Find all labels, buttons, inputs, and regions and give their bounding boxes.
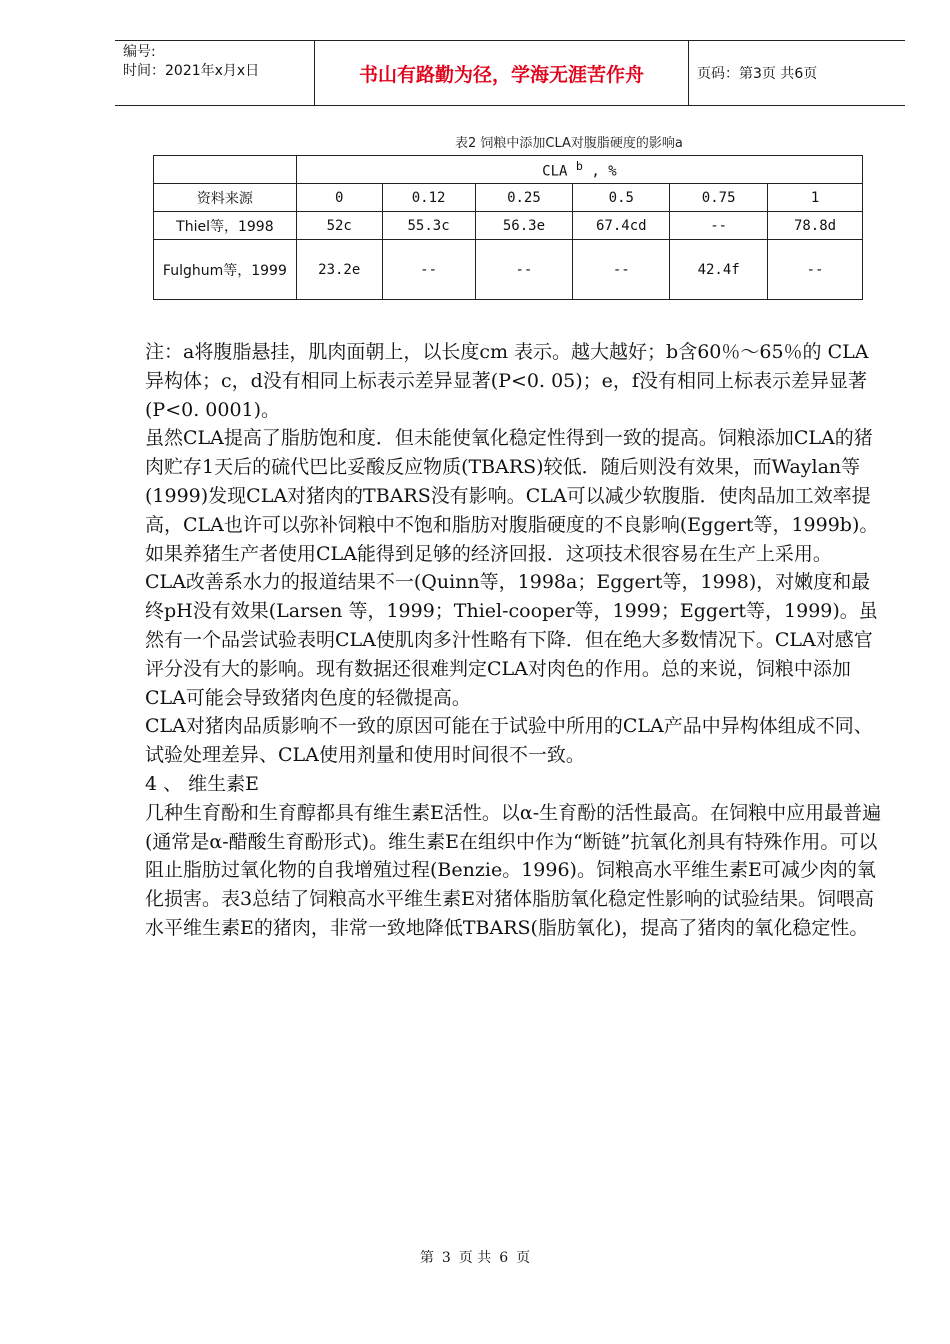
cla-sup: b — [575, 159, 583, 174]
table-corner-cell — [154, 156, 297, 184]
table-cell: 56.3e — [475, 212, 573, 240]
footer-middle: 页 共 — [458, 1250, 492, 1266]
table-cell: -- — [670, 212, 768, 240]
col-header-source: 资料来源 — [154, 184, 297, 212]
header-meta — [115, 41, 315, 105]
body-text — [145, 338, 885, 943]
table-cell: -- — [475, 240, 573, 300]
col-header: 0.25 — [475, 184, 573, 212]
section-heading: 4 、 维生素E — [145, 772, 260, 795]
table-group-header-row — [154, 156, 863, 184]
table-row — [154, 212, 863, 240]
footer-current-page: 3 — [441, 1250, 451, 1266]
table-cell: -- — [573, 240, 670, 300]
table-header-row — [154, 184, 863, 212]
table-cell: 78.8d — [768, 212, 863, 240]
table-cell: 42.4f — [670, 240, 768, 300]
time-label: 时间：2021年x月x日 — [123, 63, 260, 79]
paragraph: CLA改善系水力的报道结果不一(Quinn等，1998a；Eggert等，1998)，对嫩度和最终pH没有效果(Larsen 等，1999；Thiel-cooper等，1999；Eggert等，1999)。虽然有一个品尝试验表明CLA使肌肉多汁性略有下降．但在绝大多数情况下。CLA对感官评分没有大的影响。现有数据还很难判定CLA对肉色的作用。总的来说，饲粮中添加CLA可能会导致猪肉色度的轻微提高。 — [145, 571, 878, 709]
col-header: 0.12 — [382, 184, 475, 212]
footer-total-pages: 6 — [499, 1250, 509, 1266]
page-footer — [0, 1247, 950, 1267]
table-row — [154, 240, 863, 300]
paragraph: 虽然CLA提高了脂肪饱和度．但未能使氧化稳定性得到一致的提高。饲粮添加CLA的猪肉贮存1天后的硫代巴比妥酸反应物质(TBARS)较低．随后则没有效果，而Waylan等(1999)发现CLA对猪肉的TBARS没有影响。CLA可以减少软腹脂．使肉品加工效率提高，CLA也许可以弥补饲粮中不饱和脂肪对腹脂硬度的不良影响(Eggert等，1999b)。如果养猪生产者使用CLA能得到足够的经济回报．这项技术很容易在生产上采用。 — [145, 427, 879, 565]
cla-label: CLA — [542, 163, 568, 180]
row-source: Thiel等，1998 — [154, 212, 297, 240]
paragraph: CLA对猪肉品质影响不一致的原因可能在于试验中所用的CLA产品中异构体组成不同、试验处理差异、CLA使用剂量和使用时间很不一致。 — [145, 715, 873, 767]
page-header — [115, 40, 905, 106]
col-header: 0.75 — [670, 184, 768, 212]
table-cell: 55.3c — [382, 212, 475, 240]
table-cell: 67.4cd — [573, 212, 670, 240]
row-source: Fulghum等，1999 — [154, 240, 297, 300]
paragraph: 几种生育酚和生育醇都具有维生素E活性。以α-生育酚的活性最高。在饲粮中应用最普遍(通常是α-醋酸生育酚形式)。维生素E在组织中作为“断链”抗氧化剂具有特殊作用。可以阻止脂肪过氧化物的自我增殖过程(Benzie。1996)。饲粮高水平维生素E可减少肉的氧化损害。表3总结了饲粮高水平维生素E对猪体脂肪氧化稳定性影响的试验结果。饲喂高水平维生素E的猪肉，非常一致地降低TBARS(脂肪氧化)，提高了猪肉的氧化稳定性。 — [145, 801, 882, 939]
table-cell: -- — [382, 240, 475, 300]
header-page-info: 页码：第3页 共6页 — [697, 66, 818, 82]
footer-suffix: 页 — [516, 1250, 531, 1266]
col-header: 1 — [768, 184, 863, 212]
table-caption: 表2 饲粮中添加CLA对腹脂硬度的影响a — [455, 136, 683, 151]
table-cell: 23.2e — [296, 240, 382, 300]
header-motto: 书山有路勤为径，学海无涯苦作舟 — [315, 41, 689, 105]
col-header: 0 — [296, 184, 382, 212]
cla-table — [153, 155, 863, 300]
footer-prefix: 第 — [419, 1250, 434, 1266]
number-label: 编号: — [123, 44, 156, 60]
col-header: 0.5 — [573, 184, 670, 212]
cla-unit: , % — [591, 163, 617, 180]
table-cell: 52c — [296, 212, 382, 240]
cla-group-header — [296, 156, 862, 184]
table-note: 注：a将腹脂悬挂，肌肉面朝上，以长度cm 表示。越大越好；b含60％～65％的 CLA 异构体；c，d没有相同上标表示差异显著(P<0. 05)；e，f没有相同上标表示差异显著(P<0. 0001)。 — [145, 341, 869, 421]
table-cell: -- — [768, 240, 863, 300]
